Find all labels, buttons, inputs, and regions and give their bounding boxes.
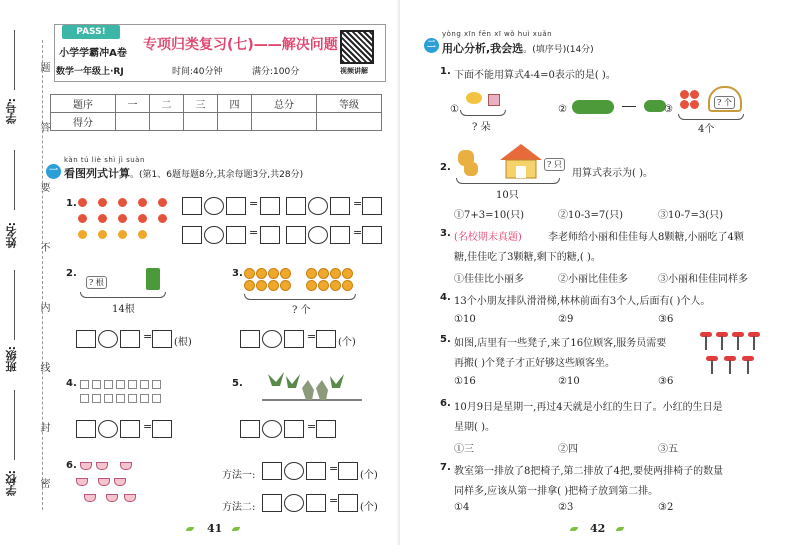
cube-icon	[152, 394, 161, 403]
cube-icon	[140, 394, 149, 403]
binding-name-label: 姓名:	[5, 222, 18, 249]
table-cell: 一	[115, 95, 149, 113]
time-limit: 时间:40分钟	[172, 67, 223, 77]
answer-box[interactable]	[306, 494, 326, 512]
binding-dashed-line	[42, 40, 43, 510]
equals-sign: =	[353, 226, 363, 239]
option-marker[interactable]: ①	[450, 104, 459, 115]
orange-icon	[98, 230, 107, 239]
unit-label: (个)	[338, 337, 356, 348]
house-icon	[498, 142, 544, 180]
answer-box[interactable]	[362, 197, 382, 215]
section2-badge: 二	[424, 38, 439, 53]
section1-badge: 一	[46, 164, 61, 179]
answer-box[interactable]	[338, 494, 358, 512]
answer-box[interactable]	[260, 197, 280, 215]
binding-blank-line	[14, 390, 15, 460]
cube-icon	[116, 394, 125, 403]
option[interactable]: ③五	[658, 444, 678, 455]
cube-icon	[152, 380, 161, 389]
question-text: 星期( )。	[454, 422, 495, 433]
tomato-icon	[690, 100, 699, 109]
coin-icon	[280, 280, 291, 291]
apple-icon	[118, 214, 127, 223]
option-marker[interactable]: ③	[664, 104, 673, 115]
cup-icon	[80, 462, 92, 470]
question-number: 2.	[66, 268, 77, 279]
option-marker[interactable]: ②	[558, 104, 567, 115]
answer-box[interactable]	[120, 420, 140, 438]
equals-sign: =	[307, 420, 317, 433]
brace	[244, 294, 356, 300]
option[interactable]: ①7+3=10(只)	[454, 210, 525, 221]
operator-circle[interactable]	[98, 330, 118, 348]
section2-pinyin: yòng xīn fēn xī wǒ huì xuǎn	[442, 30, 553, 38]
answer-box[interactable]	[306, 462, 326, 480]
page-number: 42	[590, 522, 606, 535]
score-cell[interactable]	[149, 113, 183, 131]
brace	[456, 178, 560, 184]
worksheet-title: 专项归类复习(七)——解决问题	[143, 37, 338, 53]
option[interactable]: ①10	[454, 314, 476, 325]
apple-icon	[158, 214, 167, 223]
question-number: 1.	[440, 66, 451, 77]
binding-mark: 内	[38, 302, 49, 312]
cup-icon	[124, 494, 136, 502]
answer-box[interactable]	[260, 226, 280, 244]
binding-student-id-label: 学号:	[5, 98, 18, 125]
answer-box[interactable]	[120, 330, 140, 348]
leaf-icon	[186, 527, 194, 531]
cube-icon	[116, 380, 125, 389]
coin-icon	[342, 268, 353, 279]
binding-mark: 不	[38, 242, 49, 252]
cup-icon	[84, 494, 96, 502]
score-cell[interactable]	[316, 113, 381, 131]
section2-note: 。(填序号)(14分)	[523, 45, 594, 55]
qr-code-icon[interactable]	[340, 30, 374, 64]
binding-mark: 封	[38, 422, 49, 432]
operator-circle[interactable]	[308, 226, 328, 244]
binding-school-label: 学校:	[5, 470, 18, 497]
answer-box[interactable]	[286, 197, 306, 215]
grade-label: 数学一年级上·RJ	[56, 67, 124, 77]
answer-box[interactable]	[316, 330, 336, 348]
grass-icon	[644, 100, 666, 112]
equals-sign: =	[249, 197, 259, 210]
question-number: 6.	[440, 398, 451, 409]
qr-label: 视频讲解	[340, 67, 368, 75]
leaf-icon	[570, 527, 578, 531]
apple-icon	[98, 214, 107, 223]
answer-box[interactable]	[338, 462, 358, 480]
score-table	[50, 94, 382, 131]
table-cell: 四	[218, 95, 252, 113]
answer-box[interactable]	[182, 226, 202, 244]
stool-leg	[737, 336, 739, 350]
coin-icon	[330, 280, 341, 291]
stool-leg	[753, 336, 755, 350]
equals-sign: =	[329, 494, 339, 507]
coin-icon	[318, 268, 329, 279]
apple-icon	[138, 214, 147, 223]
table-cell: 得分	[51, 113, 116, 131]
option[interactable]: ①三	[454, 444, 474, 455]
stool-leg	[705, 336, 707, 350]
question-number: 4.	[66, 378, 77, 389]
bird-icon	[302, 380, 314, 400]
equals-sign: =	[143, 330, 153, 343]
apple-icon	[158, 198, 167, 207]
answer-box[interactable]	[152, 330, 172, 348]
series-name: 小学学霸冲A卷	[59, 48, 127, 59]
cube-icon	[128, 380, 137, 389]
coin-icon	[268, 280, 279, 291]
coin-icon	[280, 268, 291, 279]
apple-icon	[98, 198, 107, 207]
answer-box[interactable]	[262, 494, 282, 512]
stool-leg	[747, 360, 749, 374]
question-tag: ? 只	[544, 158, 565, 171]
arrow-icon	[622, 106, 636, 107]
coin-icon	[244, 268, 255, 279]
cube-icon	[80, 394, 89, 403]
table-cell: 等级	[316, 95, 381, 113]
tomato-icon	[680, 90, 689, 99]
option[interactable]: ③小丽和佳佳同样多	[658, 274, 748, 285]
answer-box[interactable]	[152, 420, 172, 438]
leaf-icon	[232, 527, 240, 531]
option[interactable]: ②四	[558, 444, 578, 455]
score-table-score-row	[51, 113, 382, 131]
question-number: 2.	[440, 162, 451, 173]
operator-circle[interactable]	[284, 462, 304, 480]
score-cell[interactable]	[115, 113, 149, 131]
option[interactable]: ①佳佳比小丽多	[454, 274, 524, 285]
cube-icon	[104, 380, 113, 389]
score-cell[interactable]	[218, 113, 252, 131]
stool-leg	[729, 360, 731, 374]
question-number: 1.	[66, 198, 77, 209]
operator-circle[interactable]	[204, 226, 224, 244]
option[interactable]: ②3	[558, 502, 574, 513]
bird-icon	[316, 380, 328, 400]
cube-icon	[92, 394, 101, 403]
answer-box[interactable]	[362, 226, 382, 244]
leaf-icon	[616, 527, 624, 531]
question-text: 如图,店里有一些凳子,来了16位顾客,服务员需要	[454, 338, 667, 349]
option[interactable]: ①4	[454, 502, 470, 513]
apple-icon	[138, 198, 147, 207]
section1-note: 。(第1、6题每题8分,其余每题3分,共28分)	[130, 170, 304, 180]
binding-mark: 要	[38, 182, 49, 192]
apple-icon	[78, 214, 87, 223]
tomato-icon	[680, 100, 689, 109]
answer-box[interactable]	[240, 420, 260, 438]
option[interactable]: ③6	[658, 314, 674, 325]
right-page	[400, 0, 800, 545]
binding-mark: 密	[38, 478, 49, 488]
bundle-icon	[146, 268, 160, 290]
coin-icon	[256, 268, 267, 279]
section1-pinyin: kàn tú liè shì jì suàn	[64, 156, 145, 164]
score-cell[interactable]	[252, 113, 317, 131]
binding-blank-line	[14, 270, 15, 340]
question-number: 6.	[66, 460, 77, 471]
bird-icon	[268, 372, 284, 386]
option[interactable]: ③2	[658, 502, 674, 513]
cup-icon	[120, 462, 132, 470]
coin-icon	[244, 280, 255, 291]
cube-icon	[104, 394, 113, 403]
cup-icon	[76, 478, 88, 486]
page-number: 41	[207, 522, 223, 535]
coin-icon	[268, 268, 279, 279]
stool-leg	[721, 336, 723, 350]
option[interactable]: ③6	[658, 376, 674, 387]
equals-sign: =	[249, 226, 259, 239]
cube-icon	[80, 380, 89, 389]
vase-icon	[488, 94, 500, 106]
option[interactable]: ②10	[558, 376, 580, 387]
cube-icon	[92, 380, 101, 389]
score-cell[interactable]	[183, 113, 217, 131]
operator-circle[interactable]	[98, 420, 118, 438]
answer-box[interactable]	[286, 226, 306, 244]
answer-box[interactable]	[226, 226, 246, 244]
table-cell: 题序	[51, 95, 116, 113]
equals-sign: =	[307, 330, 317, 343]
question-text: 再搬( )个凳子才正好够这些顾客坐。	[454, 358, 615, 369]
coin-icon	[256, 280, 267, 291]
option[interactable]: ②小丽比佳佳多	[558, 274, 628, 285]
binding-blank-line	[14, 150, 15, 210]
equals-sign: =	[143, 420, 153, 433]
question-text: 用算式表示为( )。	[572, 168, 653, 179]
question-text: 教室第一排放了8把椅子,第二排放了4把,要使两排椅子的数量	[454, 466, 724, 477]
cup-icon	[106, 494, 118, 502]
binding-mark: 题	[38, 62, 49, 72]
question-number: 4.	[440, 292, 451, 303]
question-text: 糖,佳佳吃了3颗糖,剩下的糖,( )。	[454, 252, 601, 263]
answer-box[interactable]	[284, 420, 304, 438]
question-text: 10月9日是星期一,再过4天就是小红的生日了。小红的生日是	[454, 402, 723, 413]
binding-mark: 线	[38, 362, 49, 372]
binding-blank-line	[14, 30, 15, 90]
question-text: 李老师给小丽和佳佳每人8颗糖,小丽吃了4颗	[548, 232, 744, 243]
question-number: 5.	[440, 334, 451, 345]
option-label: 4个	[698, 124, 715, 135]
total-label: ? 个	[292, 305, 311, 316]
coin-icon	[318, 280, 329, 291]
birds-on-branch-illustration	[262, 368, 362, 404]
bird-icon	[330, 374, 344, 388]
question-text: 同样多,应该从第一排拿( )把椅子放到第二排。	[454, 486, 659, 497]
orange-icon	[78, 230, 87, 239]
coin-icon	[342, 280, 353, 291]
answer-box[interactable]	[240, 330, 260, 348]
score-table-header-row	[51, 95, 382, 113]
option[interactable]: ①16	[454, 376, 476, 387]
table-cell: 三	[183, 95, 217, 113]
full-score: 满分:100分	[252, 67, 300, 77]
answer-box[interactable]	[316, 420, 336, 438]
operator-circle[interactable]	[262, 420, 282, 438]
cup-icon	[114, 478, 126, 486]
answer-box[interactable]	[182, 197, 202, 215]
method-one-label: 方法一:	[222, 470, 256, 481]
answer-box[interactable]	[262, 462, 282, 480]
question-number: 5.	[232, 378, 243, 389]
coin-icon	[306, 280, 317, 291]
tomato-icon	[690, 90, 699, 99]
brace	[80, 292, 166, 298]
option[interactable]: ②9	[558, 314, 574, 325]
table-cell: 总分	[252, 95, 317, 113]
bird-icon	[286, 374, 300, 388]
question-tag: ? 个	[714, 96, 735, 109]
operator-circle[interactable]	[262, 330, 282, 348]
method-two-label: 方法二:	[222, 502, 256, 513]
section2-title-text: 用心分析,我会选	[442, 42, 524, 55]
apple-icon	[118, 198, 127, 207]
section1-title	[64, 165, 303, 181]
answer-box[interactable]	[226, 197, 246, 215]
grass-icon	[572, 100, 614, 114]
operator-circle[interactable]	[308, 197, 328, 215]
binding-mark: 答	[38, 122, 49, 132]
question-tag: ? 根	[86, 276, 107, 289]
apple-icon	[78, 198, 87, 207]
brace	[460, 110, 506, 116]
answer-box[interactable]	[284, 330, 304, 348]
total-label: 10只	[496, 190, 519, 201]
flower-icon	[466, 92, 482, 104]
chick-icon	[464, 162, 478, 176]
unit-label: (个)	[360, 502, 378, 513]
section2-title	[442, 40, 594, 56]
section1-title-text: 看图列式计算	[64, 167, 130, 180]
cup-icon	[96, 462, 108, 470]
table-cell: 二	[149, 95, 183, 113]
question-number: 7.	[440, 462, 451, 473]
cup-icon	[98, 478, 110, 486]
equals-sign: =	[329, 462, 339, 475]
operator-circle[interactable]	[284, 494, 304, 512]
answer-box[interactable]	[330, 226, 350, 244]
question-text: 下面不能用算式4-4=0表示的是( )。	[454, 70, 616, 81]
brand-logo: PASS!	[62, 25, 120, 39]
question-text: 13个小朋友排队滑滑梯,林林前面有3个人,后面有( )个人。	[454, 296, 711, 307]
unit-label: (个)	[360, 470, 378, 481]
answer-box[interactable]	[76, 420, 96, 438]
unit-label: (根)	[174, 337, 192, 348]
binding-class-label: 班级:	[5, 346, 18, 373]
option[interactable]: ③10-7=3(只)	[658, 210, 724, 221]
stool-leg	[711, 360, 713, 374]
answer-box[interactable]	[330, 197, 350, 215]
cube-icon	[128, 394, 137, 403]
question-number: 3.	[232, 268, 243, 279]
option[interactable]: ②10-3=7(只)	[558, 210, 624, 221]
orange-icon	[138, 230, 147, 239]
option-label: ? 朵	[472, 122, 491, 133]
coin-icon	[306, 268, 317, 279]
source-tag: (名校期末真题)	[454, 232, 522, 243]
operator-circle[interactable]	[204, 197, 224, 215]
equals-sign: =	[353, 197, 363, 210]
coin-icon	[330, 268, 341, 279]
answer-box[interactable]	[76, 330, 96, 348]
cube-icon	[140, 380, 149, 389]
question-number: 3.	[440, 228, 451, 239]
orange-icon	[118, 230, 127, 239]
total-label: 14根	[112, 304, 135, 315]
